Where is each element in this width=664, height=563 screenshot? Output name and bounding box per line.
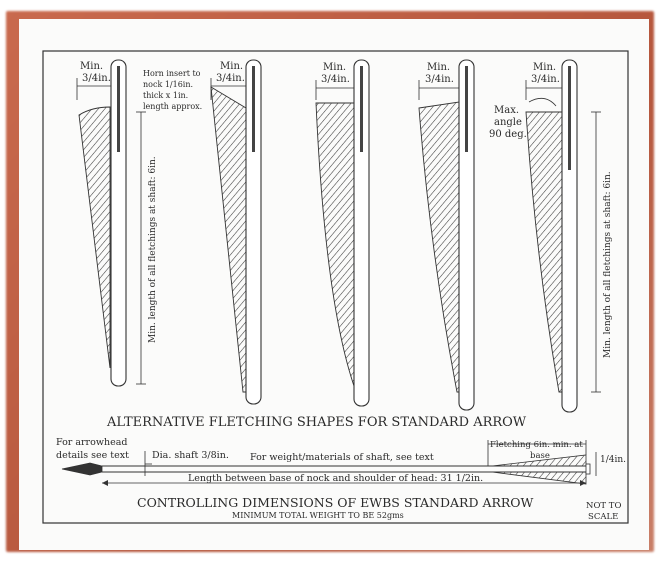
arrowhead-note-line1: For arrowhead	[56, 437, 128, 448]
min-weight-note: MINIMUM TOTAL WEIGHT TO BE 52gms	[232, 511, 404, 520]
arrowhead	[62, 463, 102, 475]
horn-insert-5	[568, 66, 571, 170]
three-quarter-label-1: 3/4in.	[82, 73, 111, 84]
horn-note-line3: thick x 1in.	[143, 91, 189, 100]
three-quarter-label-5: 3/4in.	[531, 74, 560, 85]
shapes-title: ALTERNATIVE FLETCHING SHAPES FOR STANDARD ARROW	[107, 415, 527, 430]
max-angle-line3: 90 deg.	[489, 129, 527, 140]
arrow-shape-4	[419, 60, 474, 410]
angle-arc	[529, 98, 556, 106]
arrowhead-note-line2: details see text	[56, 450, 129, 461]
arrow-shape-1	[77, 60, 202, 386]
length-note-5: Min. length of all fletchings at shaft: 6in.	[603, 171, 613, 358]
horn-insert-3	[360, 66, 363, 152]
fletching-3	[316, 103, 354, 386]
horn-note-line4: length approx.	[143, 102, 203, 111]
dia-shaft-label: Dia. shaft 3/8in.	[152, 450, 229, 461]
three-quarter-label-2: 3/4in.	[216, 73, 245, 84]
fletching-4	[419, 102, 459, 392]
arrow-shape-5	[489, 60, 613, 412]
horizontal-fletching-bottom	[492, 472, 586, 484]
three-quarter-label-4: 3/4in.	[425, 74, 454, 85]
horn-insert-1	[117, 66, 120, 152]
horn-note-line2: nock 1/16in.	[143, 80, 194, 89]
fletching-note-line1: Fletching 6in. min. at	[490, 440, 583, 450]
scale-label: SCALE	[588, 512, 619, 522]
length-note-1: Min. length of all fletchings at shaft: 6in.	[148, 156, 158, 343]
weight-note: For weight/materials of shaft, see text	[250, 452, 434, 463]
fletching-5	[526, 112, 562, 392]
arrow-shape-2	[211, 60, 261, 404]
max-angle-line1: Max.	[494, 105, 520, 116]
min-label-3: Min.	[323, 62, 347, 73]
horn-insert-2	[252, 66, 255, 152]
horn-note-line1: Horn insert to	[143, 69, 201, 78]
fletching-2	[211, 87, 246, 392]
min-label-5: Min.	[533, 62, 557, 73]
controlling-title: CONTROLLING DIMENSIONS OF EWBS STANDARD ARROW	[137, 495, 534, 510]
nock	[586, 464, 590, 474]
arrow-shape-3	[316, 60, 369, 406]
standard-arrow	[56, 437, 626, 486]
horn-insert-4	[465, 66, 468, 152]
max-angle-line2: angle	[494, 117, 522, 128]
min-label-4: Min.	[427, 62, 451, 73]
fletching-1	[79, 107, 110, 368]
min-label-2: Min.	[220, 61, 244, 72]
fletching-note-line2: base	[530, 451, 550, 461]
not-to-label: NOT TO	[586, 501, 622, 511]
three-quarter-label-3: 3/4in.	[321, 74, 350, 85]
quarter-inch-label: 1/4in.	[600, 455, 627, 465]
length-between-label: Length between base of nock and shoulder of head: 31 1/2in.	[188, 473, 484, 484]
min-label-1: Min.	[80, 61, 104, 72]
